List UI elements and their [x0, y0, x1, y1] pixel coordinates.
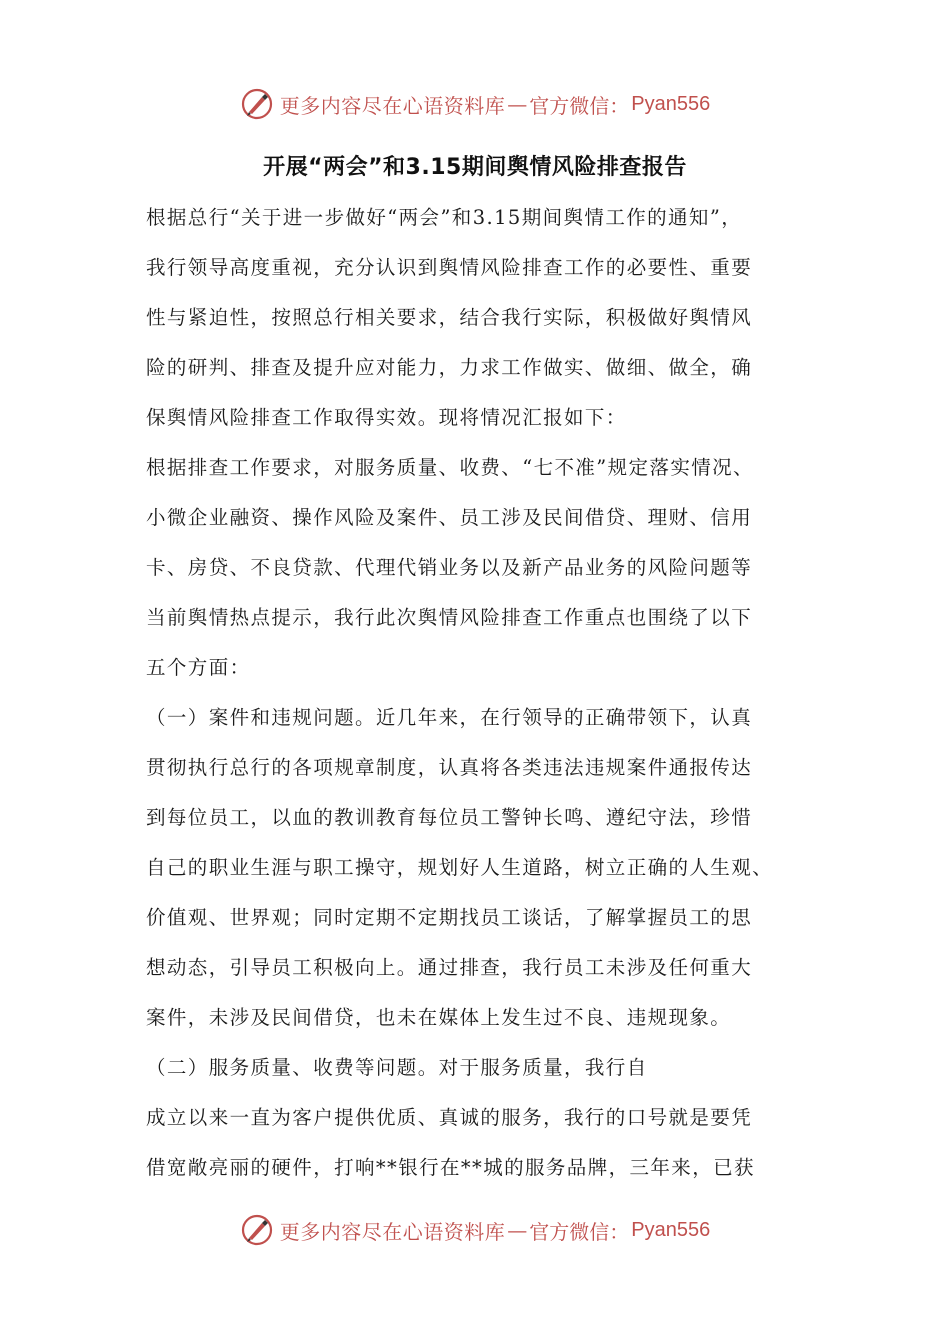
document-body	[146, 193, 826, 1193]
banner-separator: —	[507, 92, 528, 116]
body-line: 五个方面：	[146, 656, 251, 679]
body-line: 我行领导高度重视，充分认识到舆情风险排查工作的必要性、重要	[146, 256, 753, 279]
footer-banner	[0, 1210, 950, 1250]
banner-text: 更多内容尽在心语资料库	[279, 1219, 506, 1244]
body-line: 案件，未涉及民间借贷，也未在媒体上发生过不良、违规现象。	[146, 1006, 732, 1029]
body-line: 价值观、世界观；同时定期不定期找员工谈话，了解掌握员工的思	[146, 906, 753, 929]
banner-wechat-label: 官方微信：	[529, 93, 630, 118]
pen-logo-icon	[240, 87, 274, 121]
body-line: 想动态，引导员工积极向上。通过排查，我行员工未涉及任何重大	[146, 956, 753, 979]
body-line: 根据排查工作要求，对服务质量、收费、“七不准”规定落实情况、	[146, 456, 754, 479]
body-line: 小微企业融资、操作风险及案件、员工涉及民间借贷、理财、信用	[146, 506, 753, 529]
header-banner	[0, 84, 950, 124]
body-line: 借宽敞亮丽的硬件，打响**银行在**城的服务品牌，三年来，已获	[146, 1156, 755, 1179]
body-line: 根据总行“关于进一步做好“两会”和3.15期间舆情工作的通知”，	[146, 206, 743, 229]
banner-wechat-label: 官方微信：	[529, 1219, 630, 1244]
banner-text: 更多内容尽在心语资料库	[279, 93, 506, 118]
body-line: 贯彻执行总行的各项规章制度，认真将各类违法违规案件通报传达	[146, 756, 753, 779]
body-line: 当前舆情热点提示，我行此次舆情风险排查工作重点也围绕了以下	[146, 606, 753, 629]
body-line: 性与紧迫性，按照总行相关要求，结合我行实际，积极做好舆情风	[146, 306, 753, 329]
body-line: 险的研判、排查及提升应对能力，力求工作做实、做细、做全，确	[146, 356, 753, 379]
banner-wechat-id: Pyan556	[631, 1218, 711, 1241]
document-title: 开展“两会”和3.15期间舆情风险排查报告	[263, 155, 687, 180]
body-line: 自己的职业生涯与职工操守，规划好人生道路，树立正确的人生观、	[146, 856, 774, 879]
body-line: （二）服务质量、收费等问题。对于服务质量，我行自	[146, 1056, 648, 1079]
body-line: 到每位员工，以血的教训教育每位员工警钟长鸣、遵纪守法，珍惜	[146, 806, 753, 829]
body-line: 成立以来一直为客户提供优质、真诚的服务，我行的口号就是要凭	[146, 1106, 753, 1129]
body-line: 保舆情风险排查工作取得实效。现将情况汇报如下：	[146, 406, 627, 429]
pen-logo-icon	[240, 1213, 274, 1247]
banner-wechat-id: Pyan556	[631, 92, 711, 115]
body-line: 卡、房贷、不良贷款、代理代销业务以及新产品业务的风险问题等	[146, 556, 753, 579]
banner-separator: —	[507, 1218, 528, 1242]
body-line: （一）案件和违规问题。近几年来，在行领导的正确带领下，认真	[146, 706, 753, 729]
